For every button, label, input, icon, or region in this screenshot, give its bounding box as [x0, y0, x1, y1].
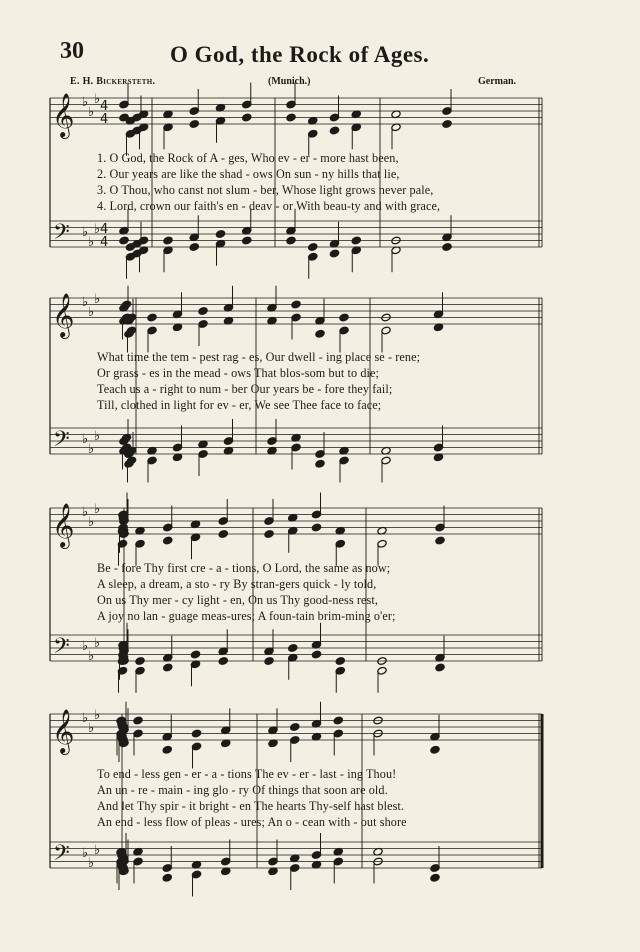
bass-clef-icon: 𝄢	[53, 841, 70, 871]
flat-icon: ♭	[82, 95, 89, 110]
notehead	[133, 716, 143, 725]
notehead	[329, 126, 339, 135]
flat-icon: ♭	[88, 235, 95, 250]
notehead	[315, 459, 325, 468]
notehead	[138, 236, 148, 245]
flat-icon: ♭	[88, 649, 95, 664]
lyric-line: 2. Our years are like the shad - ows On sun - ny hills that lie,	[97, 167, 400, 181]
lyric-line: Be - fore Thy first cre - a - tions, O Lord, the same as now;	[97, 561, 391, 575]
lyric-line: Or grass - es in the mead - ows That blos-som but to die;	[97, 366, 380, 380]
notehead	[315, 329, 325, 338]
notehead	[135, 657, 145, 666]
bass-clef-icon: 𝄢	[53, 634, 70, 664]
notehead	[242, 236, 252, 245]
author-credit: E. H. Bickersteth.	[70, 76, 156, 87]
notehead	[119, 236, 129, 245]
notehead	[311, 650, 321, 659]
flat-icon: ♭	[88, 442, 95, 457]
lyric-line: 1. O God, the Rock of A - ges, Who ev - er - more hast been,	[97, 151, 399, 165]
lyric-line: An un - re - main - ing glo - ry Of things that soon are old.	[97, 783, 388, 797]
lyric-line: A sleep, a dream, a sto - ry By stran-gers quick - ly told,	[97, 577, 377, 591]
lyric-line: Teach us a - right to num - ber Our years be - fore they fail;	[97, 382, 393, 396]
lyric-line: And let Thy spir - it bright - en The hearts Thy-self hast blest.	[97, 799, 405, 813]
notehead	[163, 536, 173, 545]
flat-icon: ♭	[82, 432, 89, 447]
flat-icon: ♭	[94, 843, 101, 858]
flat-icon: ♭	[94, 502, 101, 517]
notehead	[333, 716, 343, 725]
notehead	[435, 536, 445, 545]
flat-icon: ♭	[88, 105, 95, 120]
flat-icon: ♭	[82, 295, 89, 310]
flat-icon: ♭	[88, 856, 95, 871]
notehead	[442, 243, 452, 252]
notehead	[198, 307, 208, 316]
bass-clef-icon: 𝄢	[53, 427, 70, 457]
notehead	[215, 230, 225, 239]
notehead	[189, 243, 199, 252]
flat-icon: ♭	[94, 429, 101, 444]
flat-icon: ♭	[94, 92, 101, 107]
notehead	[218, 657, 228, 666]
flat-icon: ♭	[94, 708, 101, 723]
tune-name: (Munich.)	[268, 76, 311, 87]
notehead	[264, 530, 274, 539]
notehead	[335, 657, 345, 666]
lyric-line: 4. Lord, crown our faith's en - deav - or With beau-ty and with grace,	[97, 199, 441, 213]
flat-icon: ♭	[88, 721, 95, 736]
notehead	[264, 657, 274, 666]
time-signature-top: 4	[100, 222, 109, 237]
lyric-line: On us Thy mer - cy light - en, On us Thy good-ness rest,	[97, 593, 379, 607]
notehead	[163, 663, 173, 672]
hymn-number: 30	[60, 38, 84, 64]
notehead	[286, 113, 296, 122]
notehead	[430, 873, 440, 882]
treble-clef-icon: 𝄞	[52, 709, 75, 753]
notehead	[351, 236, 361, 245]
lyric-line: What time the tem - pest rag - es, Our dwell - ing place se - rene;	[97, 350, 421, 364]
time-signature-bottom: 4	[100, 112, 109, 127]
bass-clef-icon: 𝄢	[53, 220, 70, 250]
lyric-line: Till, clothed in light for ev - er, We see Thee face to face;	[97, 398, 382, 412]
notehead	[121, 300, 131, 309]
notehead	[339, 313, 349, 322]
treble-clef-icon: 𝄞	[52, 93, 75, 137]
notehead	[329, 249, 339, 258]
notehead	[442, 120, 452, 129]
notehead	[290, 723, 300, 732]
lyric-line: A joy no lan - guage meas-ures; A foun-tain brim-ming o'er;	[97, 609, 396, 623]
notehead	[242, 113, 252, 122]
treble-clef-icon: 𝄞	[52, 503, 75, 547]
lyric-line: 3. O Thou, who canst not slum - ber, Whose light grows never pale,	[97, 183, 434, 197]
lyric-line: To end - less gen - er - a - tions The ev - er - last - ing Thou!	[97, 767, 397, 781]
notehead	[162, 873, 172, 882]
notehead	[162, 745, 172, 754]
flat-icon: ♭	[82, 505, 89, 520]
flat-icon: ♭	[94, 292, 101, 307]
flat-icon: ♭	[82, 711, 89, 726]
notehead	[163, 236, 173, 245]
notehead	[308, 243, 318, 252]
notehead	[288, 644, 298, 653]
treble-clef-icon: 𝄞	[52, 293, 75, 337]
flat-icon: ♭	[82, 225, 89, 240]
time-signature-top: 4	[100, 99, 109, 114]
notehead	[311, 523, 321, 532]
notehead	[189, 120, 199, 129]
lyric-line: An end - less flow of pleas - ures; An o - cean with - out shore	[97, 815, 407, 829]
notehead	[430, 745, 440, 754]
flat-icon: ♭	[82, 639, 89, 654]
flat-icon: ♭	[94, 636, 101, 651]
notehead	[191, 729, 201, 738]
notehead	[291, 300, 301, 309]
notehead	[218, 530, 228, 539]
notehead	[286, 236, 296, 245]
flat-icon: ♭	[94, 222, 101, 237]
notehead	[147, 313, 157, 322]
flat-icon: ♭	[88, 305, 95, 320]
flat-icon: ♭	[88, 515, 95, 530]
composer-credit: German.	[478, 76, 517, 87]
flat-icon: ♭	[82, 846, 89, 861]
hymn-title: O God, the Rock of Ages.	[170, 42, 430, 67]
notehead	[435, 663, 445, 672]
time-signature-bottom: 4	[100, 235, 109, 250]
notehead	[190, 650, 200, 659]
